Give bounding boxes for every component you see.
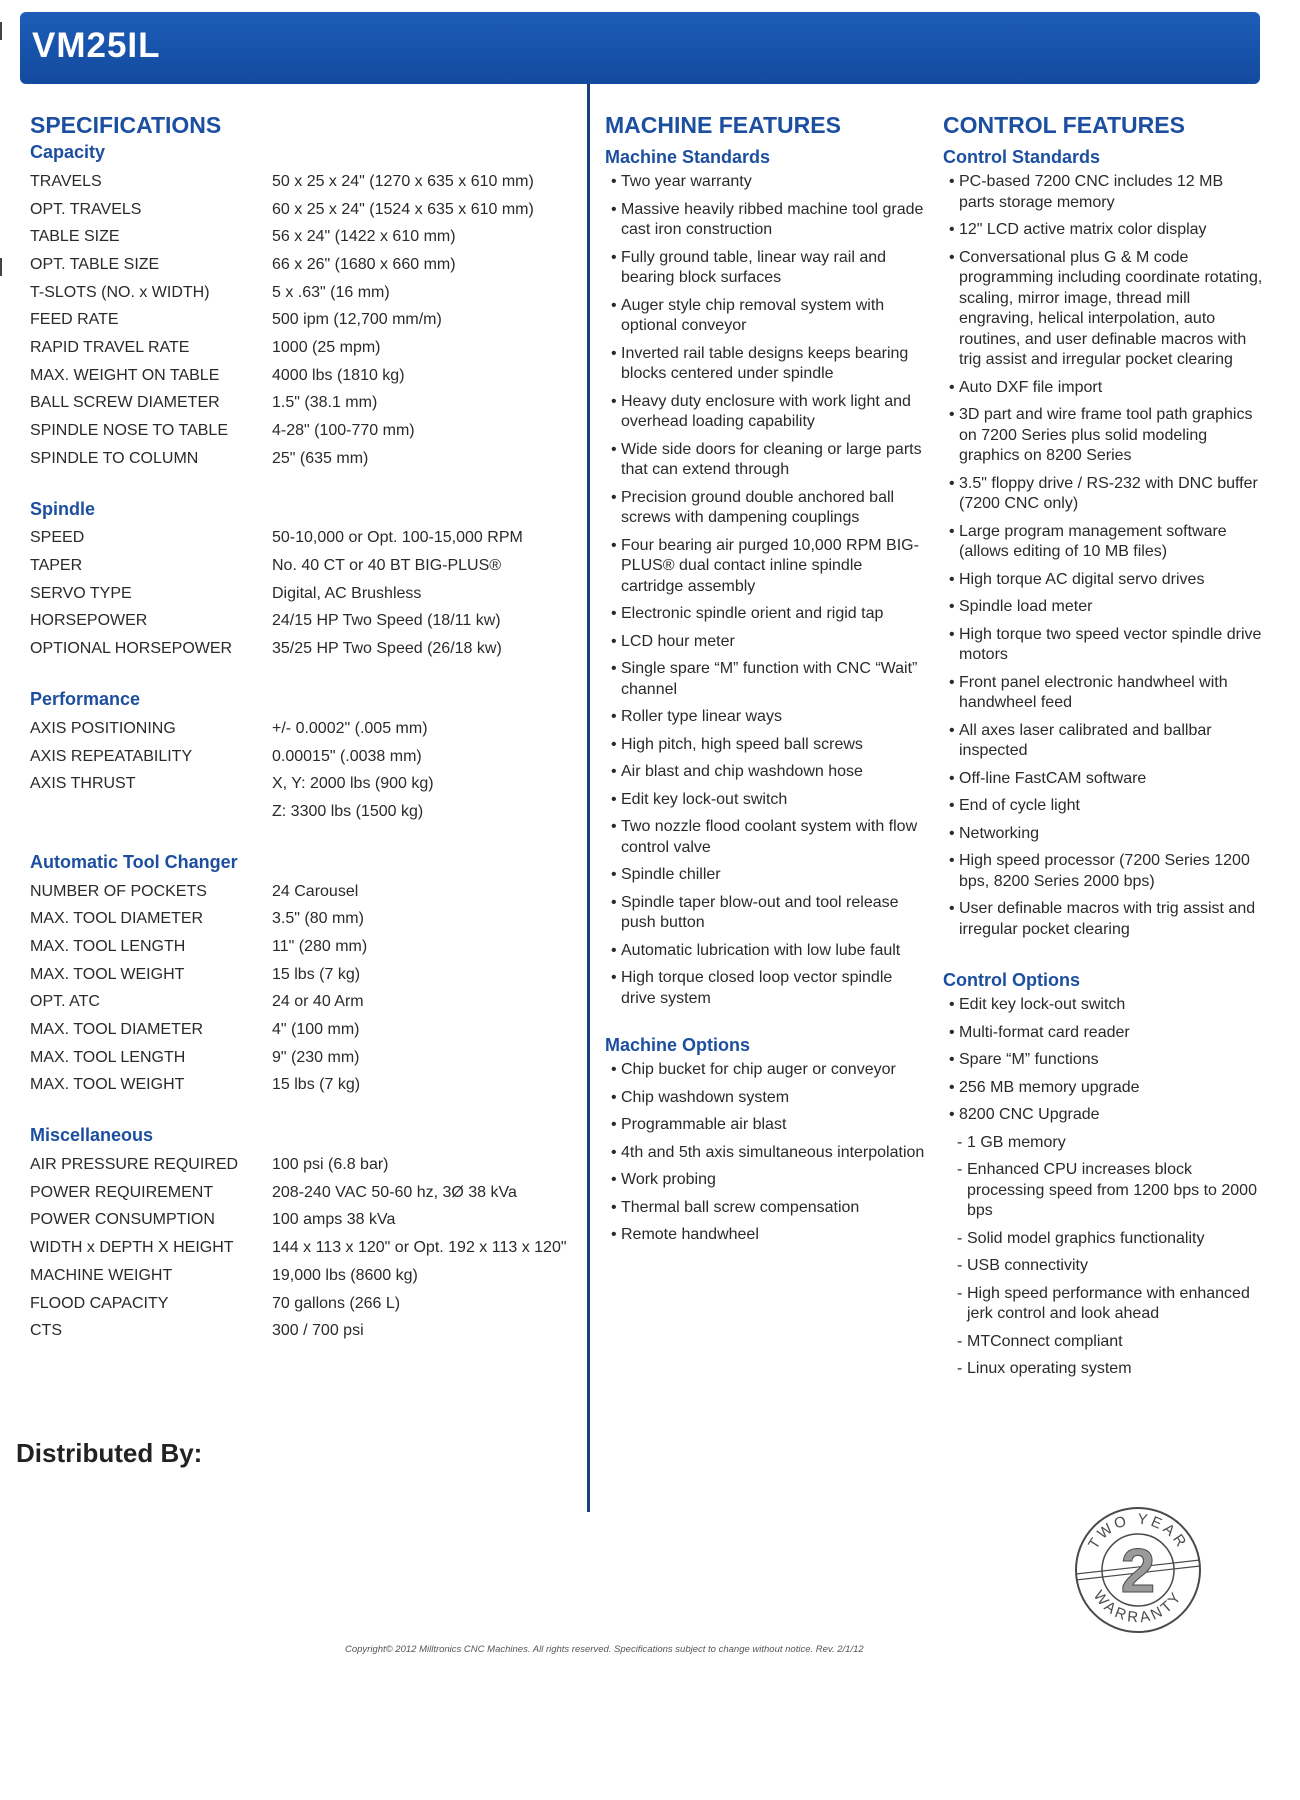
list-item: • Precision ground double anchored ball screws with dampening couplings xyxy=(605,488,925,529)
spec-row xyxy=(30,306,590,334)
list-item: • High speed processor (7200 Series 1200 bps, 8200 Series 2000 bps) xyxy=(943,851,1263,892)
list-item: • 3D part and wire frame tool path graphics on 7200 Series plus solid modeling graphics on 8200 Series xyxy=(943,405,1263,467)
spec-row xyxy=(30,251,590,279)
list-item: • Roller type linear ways xyxy=(605,707,925,728)
spec-value: 35/25 HP Two Speed (26/18 kw) xyxy=(272,640,502,658)
spec-row xyxy=(30,1317,590,1345)
list-item: - MTConnect compliant xyxy=(943,1332,1263,1353)
spec-label: FEED RATE xyxy=(30,311,119,329)
spec-label: TABLE SIZE xyxy=(30,228,120,246)
spec-label: MAX. TOOL LENGTH xyxy=(30,1048,186,1066)
spec-value: 4-28" (100-770 mm) xyxy=(272,422,415,440)
spec-value: 3.5" (80 mm) xyxy=(272,910,364,928)
spec-label: MAX. WEIGHT ON TABLE xyxy=(30,366,220,384)
spec-row xyxy=(30,362,590,390)
spec-value: 1000 (25 mpm) xyxy=(272,338,381,356)
machine-standards-list xyxy=(605,172,925,1009)
warranty-badge xyxy=(1068,1500,1208,1640)
list-item: • Inverted rail table designs keeps bearing blocks centered under spindle xyxy=(605,344,925,385)
list-item: • Conversational plus G & M code programming including coordinate rotating, scaling, mirror image, thread mill engraving, helical interpolation, auto routines, and user definable macros with trig assist and irregular pocket clearing xyxy=(943,248,1263,371)
spec-group-title: Spindle xyxy=(30,498,96,519)
list-item: - Linux operating system xyxy=(943,1359,1263,1380)
list-item: - USB connectivity xyxy=(943,1256,1263,1277)
spec-row xyxy=(30,390,590,418)
spec-value: 100 amps 38 kVa xyxy=(272,1211,396,1229)
badge-bottom-text: WARRANTY xyxy=(1089,1587,1187,1627)
list-item: • Spindle load meter xyxy=(943,597,1263,618)
spec-value: 50-10,000 or Opt. 100-15,000 RPM xyxy=(272,529,523,547)
list-item: • High torque AC digital servo drives xyxy=(943,570,1263,591)
spec-row xyxy=(30,417,590,445)
list-item: • 8200 CNC Upgrade xyxy=(943,1105,1263,1126)
list-item: • High pitch, high speed ball screws xyxy=(605,735,925,756)
badge-top-text: TWO YEAR xyxy=(1085,1510,1191,1553)
specifications-column xyxy=(30,112,590,1371)
spec-label: CTS xyxy=(30,1322,62,1340)
list-item: • Two year warranty xyxy=(605,172,925,193)
spec-row xyxy=(30,715,590,743)
spec-row xyxy=(30,334,590,362)
list-item: • 4th and 5th axis simultaneous interpolation xyxy=(605,1143,925,1164)
spec-value: 15 lbs (7 kg) xyxy=(272,965,361,983)
spec-label: MAX. TOOL WEIGHT xyxy=(30,1076,185,1094)
control-options-list xyxy=(943,995,1263,1126)
spec-value: 9" (230 mm) xyxy=(272,1048,360,1066)
list-item: • Spare “M” functions xyxy=(943,1050,1263,1071)
spec-row xyxy=(30,1179,590,1207)
spec-value: 25" (635 mm) xyxy=(272,449,369,467)
spec-label: AXIS THRUST xyxy=(30,775,136,793)
list-item: - Solid model graphics functionality xyxy=(943,1229,1263,1250)
spec-value: 300 / 700 psi xyxy=(272,1322,364,1340)
spec-row xyxy=(30,1016,590,1044)
spec-value: 50 x 25 x 24" (1270 x 635 x 610 mm) xyxy=(272,172,534,190)
spec-row xyxy=(30,1151,590,1179)
spec-label: AXIS POSITIONING xyxy=(30,719,176,737)
list-item: • Single spare “M” function with CNC “Wait” channel xyxy=(605,659,925,700)
list-item: • Networking xyxy=(943,824,1263,845)
page-title: VM25IL xyxy=(32,26,161,65)
spec-group-title: Miscellaneous xyxy=(30,1125,154,1146)
list-item: • End of cycle light xyxy=(943,796,1263,817)
spec-group xyxy=(30,689,590,826)
spec-row xyxy=(30,1072,590,1100)
spec-row xyxy=(30,635,590,663)
spec-label: WIDTH x DEPTH X HEIGHT xyxy=(30,1239,234,1257)
spec-value: Z: 3300 lbs (1500 kg) xyxy=(272,802,424,820)
list-item: • Wide side doors for cleaning or large parts that can extend through xyxy=(605,440,925,481)
spec-value: 4000 lbs (1810 kg) xyxy=(272,366,405,384)
list-item: • Edit key lock-out switch xyxy=(943,995,1263,1016)
spec-row xyxy=(30,878,590,906)
machine-standards-title: Machine Standards xyxy=(605,147,771,167)
spec-row xyxy=(30,1234,590,1262)
list-item: - 1 GB memory xyxy=(943,1133,1263,1154)
spec-label: AIR PRESSURE REQUIRED xyxy=(30,1156,239,1174)
spec-row xyxy=(30,279,590,307)
spec-group xyxy=(30,499,590,663)
list-item: • Two nozzle flood coolant system with flow control valve xyxy=(605,817,925,858)
spec-value: 70 gallons (266 L) xyxy=(272,1294,401,1312)
spec-row xyxy=(30,961,590,989)
spec-row xyxy=(30,770,590,798)
list-item: • Auger style chip removal system with optional conveyor xyxy=(605,296,925,337)
spec-group xyxy=(30,852,590,1100)
spec-value: X, Y: 2000 lbs (900 kg) xyxy=(272,775,434,793)
list-item: • Fully ground table, linear way rail and bearing block surfaces xyxy=(605,248,925,289)
spec-row xyxy=(30,525,590,553)
list-item: • PC-based 7200 CNC includes 12 MB parts storage memory xyxy=(943,172,1263,213)
spec-label: MAX. TOOL DIAMETER xyxy=(30,910,204,928)
list-item: • Four bearing air purged 10,000 RPM BIG-PLUS® dual contact inline spindle cartridge assembly xyxy=(605,536,925,598)
machine-options-list xyxy=(605,1060,925,1246)
list-item: • Off-line FastCAM software xyxy=(943,769,1263,790)
spec-row xyxy=(30,608,590,636)
spec-value: 500 ipm (12,700 mm/m) xyxy=(272,311,442,329)
spec-label: NUMBER OF POCKETS xyxy=(30,882,207,900)
spec-label: POWER REQUIREMENT xyxy=(30,1183,214,1201)
spec-label: MAX. TOOL DIAMETER xyxy=(30,1021,204,1039)
list-item: • 3.5" floppy drive / RS-232 with DNC buffer (7200 CNC only) xyxy=(943,474,1263,515)
spec-value: 24 or 40 Arm xyxy=(272,993,364,1011)
spec-label: HORSEPOWER xyxy=(30,612,148,630)
spec-row xyxy=(30,196,590,224)
spec-label: SERVO TYPE xyxy=(30,584,132,602)
list-item: • User definable macros with trig assist and irregular pocket clearing xyxy=(943,899,1263,940)
spec-value: 5 x .63" (16 mm) xyxy=(272,283,390,301)
spec-value: 1.5" (38.1 mm) xyxy=(272,394,378,412)
list-item: • Remote handwheel xyxy=(605,1225,925,1246)
spec-label: POWER CONSUMPTION xyxy=(30,1211,215,1229)
spec-value: 66 x 26" (1680 x 660 mm) xyxy=(272,255,456,273)
list-item: • Work probing xyxy=(605,1170,925,1191)
spec-label: MAX. TOOL LENGTH xyxy=(30,937,186,955)
spec-value: 19,000 lbs (8600 kg) xyxy=(272,1266,418,1284)
spec-label: TRAVELS xyxy=(30,172,102,190)
spec-value: 56 x 24" (1422 x 610 mm) xyxy=(272,228,456,246)
list-item: • Thermal ball screw compensation xyxy=(605,1198,925,1219)
spec-value: 144 x 113 x 120" or Opt. 192 x 113 x 120" xyxy=(272,1239,567,1257)
cnc-upgrade-list xyxy=(943,1133,1263,1380)
spec-row xyxy=(30,552,590,580)
list-item: • Spindle taper blow-out and tool release push button xyxy=(605,893,925,934)
spec-value: 24 Carousel xyxy=(272,882,359,900)
list-item: • LCD hour meter xyxy=(605,632,925,653)
list-item: • Automatic lubrication with low lube fault xyxy=(605,941,925,962)
list-item: • Large program management software (allows editing of 10 MB files) xyxy=(943,522,1263,563)
list-item: - Enhanced CPU increases block processing speed from 1200 bps to 2000 bps xyxy=(943,1160,1263,1222)
spec-value: 4" (100 mm) xyxy=(272,1021,360,1039)
spec-value: 60 x 25 x 24" (1524 x 635 x 610 mm) xyxy=(272,200,534,218)
list-item: • Edit key lock-out switch xyxy=(605,790,925,811)
spec-row xyxy=(30,743,590,771)
spec-row xyxy=(30,989,590,1017)
spec-label: T-SLOTS (NO. x WIDTH) xyxy=(30,283,210,301)
spec-row xyxy=(30,1207,590,1235)
spec-group xyxy=(30,142,590,473)
spec-group-title: Automatic Tool Changer xyxy=(30,851,238,872)
title-banner xyxy=(20,12,1260,84)
spec-label: TAPER xyxy=(30,557,83,575)
list-item: • Chip bucket for chip auger or conveyor xyxy=(605,1060,925,1081)
list-item: - High speed performance with enhanced jerk control and look ahead xyxy=(943,1284,1263,1325)
list-item: • Auto DXF file import xyxy=(943,378,1263,399)
copyright-text: Copyright© 2012 Milltronics CNC Machines. All rights reserved. Specifications subject to change without notice. Rev. 2/1/12 xyxy=(345,1644,864,1655)
spec-value: 11" (280 mm) xyxy=(272,937,368,955)
list-item: • Massive heavily ribbed machine tool grade cast iron construction xyxy=(605,200,925,241)
control-options-title: Control Options xyxy=(943,970,1080,990)
machine-features-column xyxy=(605,112,925,1253)
control-standards-list xyxy=(943,172,1263,940)
spec-label: SPEED xyxy=(30,529,85,547)
spec-group-title: Capacity xyxy=(30,142,106,162)
list-item: • Heavy duty enclosure with work light and overhead loading capability xyxy=(605,392,925,433)
spec-row xyxy=(30,798,590,826)
spec-label: SPINDLE NOSE TO TABLE xyxy=(30,422,228,440)
list-item: • Multi-format card reader xyxy=(943,1023,1263,1044)
spec-row xyxy=(30,933,590,961)
list-item: • Electronic spindle orient and rigid tap xyxy=(605,604,925,625)
spec-value: No. 40 CT or 40 BT BIG-PLUS® xyxy=(272,557,502,575)
spec-label: OPT. TRAVELS xyxy=(30,200,142,218)
spec-value: 208-240 VAC 50-60 hz, 3Ø 38 kVa xyxy=(272,1183,517,1201)
spec-label: OPT. ATC xyxy=(30,993,100,1011)
list-item: • Spindle chiller xyxy=(605,865,925,886)
distributed-by-label: Distributed By: xyxy=(16,1438,203,1468)
spec-row xyxy=(30,1290,590,1318)
list-item: • Air blast and chip washdown hose xyxy=(605,762,925,783)
list-item: • Chip washdown system xyxy=(605,1088,925,1109)
spec-label: FLOOD CAPACITY xyxy=(30,1294,169,1312)
spec-row xyxy=(30,905,590,933)
list-item: • 256 MB memory upgrade xyxy=(943,1078,1263,1099)
spec-label: RAPID TRAVEL RATE xyxy=(30,338,190,356)
spec-group-title: Performance xyxy=(30,689,141,709)
spec-value: Digital, AC Brushless xyxy=(272,584,422,602)
spec-value: +/- 0.0002" (.005 mm) xyxy=(272,719,428,737)
list-item: • Programmable air blast xyxy=(605,1115,925,1136)
scan-edge-mark xyxy=(0,22,2,40)
badge-number: 2 xyxy=(1120,1537,1156,1606)
control-standards-title: Control Standards xyxy=(943,147,1101,167)
machine-options-title: Machine Options xyxy=(605,1035,751,1055)
spec-row xyxy=(30,223,590,251)
spec-row xyxy=(30,168,590,196)
list-item: • 12" LCD active matrix color display xyxy=(943,220,1263,241)
spec-value: 0.00015" (.0038 mm) xyxy=(272,747,422,765)
list-item: • Front panel electronic handwheel with handwheel feed xyxy=(943,673,1263,714)
control-features-column xyxy=(943,112,1263,1387)
spec-label: MAX. TOOL WEIGHT xyxy=(30,965,185,983)
machine-features-title: MACHINE FEATURES xyxy=(605,112,841,138)
spec-label: AXIS REPEATABILITY xyxy=(30,747,193,765)
specifications-title: SPECIFICATIONS xyxy=(30,112,222,138)
spec-label: OPT. TABLE SIZE xyxy=(30,255,160,273)
spec-group xyxy=(30,1125,590,1345)
spec-label: SPINDLE TO COLUMN xyxy=(30,449,199,467)
spec-label: MACHINE WEIGHT xyxy=(30,1266,173,1284)
spec-value: 100 psi (6.8 bar) xyxy=(272,1156,389,1174)
spec-row xyxy=(30,1262,590,1290)
spec-row xyxy=(30,445,590,473)
spec-value: 15 lbs (7 kg) xyxy=(272,1076,361,1094)
spec-label: OPTIONAL HORSEPOWER xyxy=(30,640,233,658)
scan-edge-mark xyxy=(0,258,2,276)
list-item: • High torque two speed vector spindle drive motors xyxy=(943,625,1263,666)
spec-value: 24/15 HP Two Speed (18/11 kw) xyxy=(272,612,501,630)
list-item: • All axes laser calibrated and ballbar inspected xyxy=(943,721,1263,762)
list-item: • High torque closed loop vector spindle drive system xyxy=(605,968,925,1009)
control-features-title: CONTROL FEATURES xyxy=(943,112,1185,138)
spec-row xyxy=(30,1044,590,1072)
specifications-groups xyxy=(30,142,590,1345)
spec-label: BALL SCREW DIAMETER xyxy=(30,394,220,412)
spec-row xyxy=(30,580,590,608)
